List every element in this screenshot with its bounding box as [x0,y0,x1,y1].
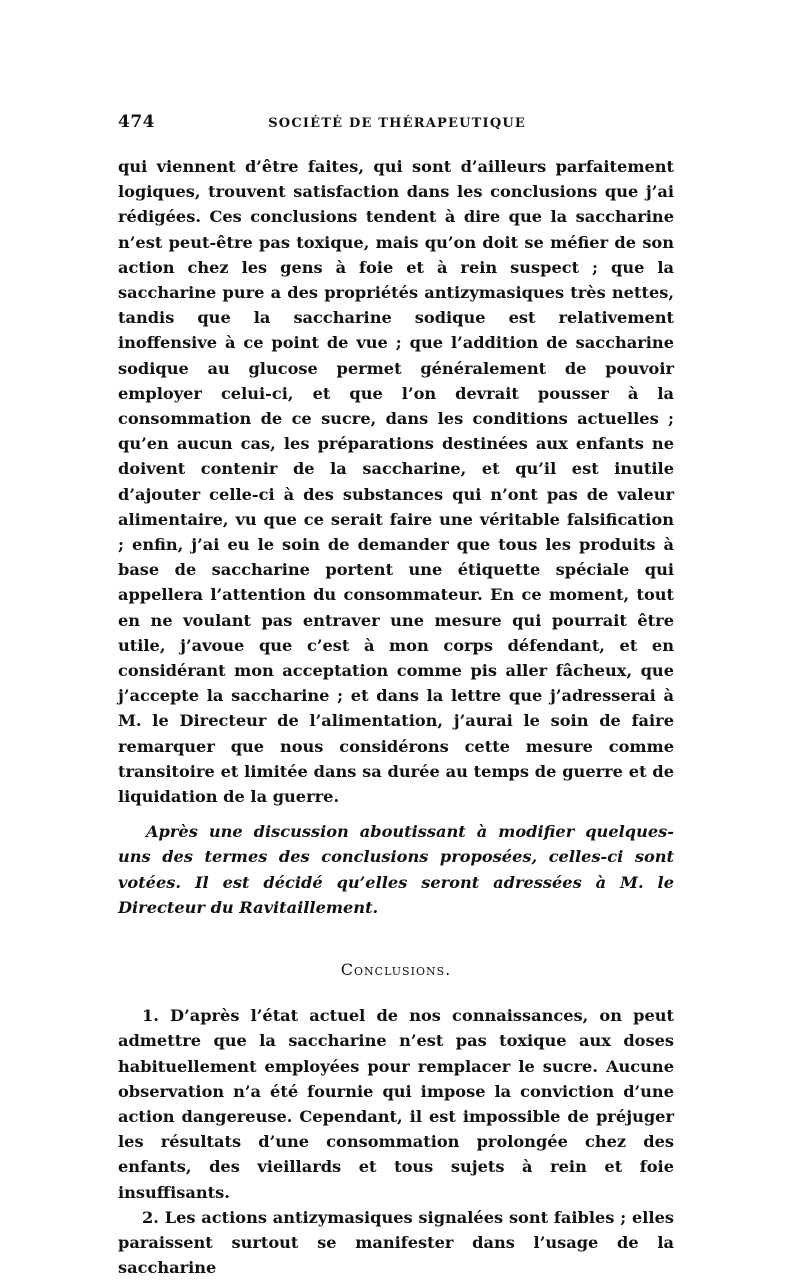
page-number: 474 [118,112,155,132]
running-title: SOCIÉTÉ DE THÉRAPEUTIQUE [268,116,526,131]
body-paragraph: qui viennent d’être faites, qui sont d’ailleurs parfaitement logiques, trouvent satisfaction dans les conclusions que j’ai rédigées. Ces conclusions tendent à dire que la saccharine n’est peut-être pas toxique, mais qu’on doit se méfier de son action chez les gens à foie et à rein suspect ; que la saccharine pure a des propriétés antizymasiques très nettes, tandis que la saccharine sodique est relativement inoffensive à ce point de vue ; que l’addition de saccharine sodique au glucose permet généralement de pouvoir employer celui-ci, et que l’on devrait pousser à la consommation de ce sucre, dans les conditions actuelles ; qu’en aucun cas, les préparations destinées aux enfants ne doivent contenir de la saccharine, et qu’il est inutile d’ajouter celle-ci à des substances qui n’ont pas de valeur alimentaire, vu que ce serait faire une véritable falsification ; enfin, j’ai eu le soin de demander que tous les produits à base de saccharine portent une étiquette spéciale qui appellera l’attention du consommateur. En ce moment, tout en ne voulant pas entraver une mesure qui pourrait être utile, j’avoue que c’est à mon corps défendant, et en considérant mon acceptation comme pis aller fâcheux, que j’accepte la saccharine ; et dans la lettre que j’adresserai à M. le Directeur de l’alimentation, j’aurai le soin de faire remarquer que nous considérons cette mesure comme transitoire et limitée dans sa durée au temps de guerre et de liquidation de la guerre. [118,157,674,807]
italic-note: Après une discussion aboutissant à modifier quelques-uns des termes des conclusions proposées, celles-ci sont votées. Il est décidé qu’elles seront adressées à M. le Directeur du Ravitaillement. [118,822,674,917]
conclusion-item-1: 1. D’après l’état actuel de nos connaissances, on peut admettre que la saccharine n’est pas toxique aux doses habituellement employées pour remplacer le sucre. Aucune observation n’a été fournie qui impose la conviction d’une action dangereuse. Cependant, il est impossible de préjuger les résultats d’une consommation prolongée chez des enfants, des vieillards et tous sujets à rein et foie insuffisants. [118,1006,674,1202]
section-title: Conclusions. [340,960,452,980]
conclusion-item-2: 2. Les actions antizymasiques signalées sont faibles ; elles paraissent surtout se manifester dans l’usage de la saccharine [118,1207,674,1278]
page-header [118,112,674,144]
book-page [118,112,674,1280]
